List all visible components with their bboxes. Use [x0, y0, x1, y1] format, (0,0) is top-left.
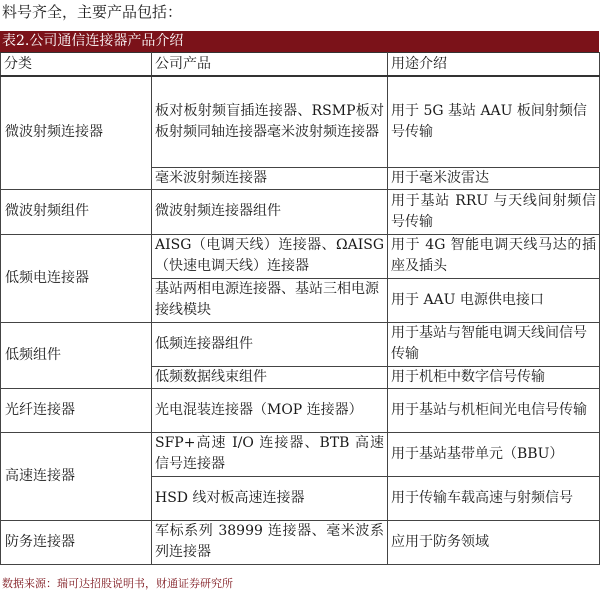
source-note: 数据来源：瑞可达招股说明书，财通证券研究所: [2, 577, 233, 590]
usage-cell: 用于基站与机柜间光电信号传输: [388, 388, 600, 432]
usage-cell: 用于机柜中数字信号传输: [388, 366, 600, 388]
product-cell: 低频数据线束组件: [152, 366, 388, 388]
usage-cell: 用于传输车载高速与射频信号: [388, 476, 600, 520]
category-cell: 低频组件: [1, 322, 152, 388]
category-cell: 光纤连接器: [1, 388, 152, 432]
table-title: 表2.公司通信连接器产品介绍: [0, 31, 599, 52]
usage-cell: 用于基站与智能电调天线间信号传输: [388, 322, 600, 366]
header-category: 分类: [1, 53, 152, 77]
product-cell: 毫米波射频连接器: [152, 167, 388, 189]
table-row: [1, 388, 600, 432]
usage-cell: 用于 4G 智能电调天线马达的插座及插头: [388, 234, 600, 278]
usage-cell: 用于基站基带单元（BBU）: [388, 432, 600, 476]
product-cell: SFP+高速 I/O 连接器、BTB 高速信号连接器: [152, 432, 388, 476]
product-cell: 光电混装连接器（MOP 连接器）: [152, 388, 388, 432]
header-usage: 用途介绍: [388, 53, 600, 77]
product-cell: HSD 线对板高速连接器: [152, 476, 388, 520]
category-cell: 微波射频连接器: [1, 76, 152, 189]
usage-cell: 用于 AAU 电源供电接口: [388, 278, 600, 322]
table-header-row: [1, 53, 600, 77]
product-cell: 低频连接器组件: [152, 322, 388, 366]
usage-cell: 用于基站 RRU 与天线间射频信号传输: [388, 189, 600, 234]
header-product: 公司产品: [152, 53, 388, 77]
product-cell: 板对板射频盲插连接器、RSMP板对板射频同轴连接器毫米波射频连接器: [152, 76, 388, 167]
usage-cell: 用于毫米波雷达: [388, 167, 600, 189]
category-cell: 低频电连接器: [1, 234, 152, 322]
table-row: [1, 322, 600, 366]
table-row: [1, 76, 600, 167]
table-row: [1, 520, 600, 564]
category-cell: 高速连接器: [1, 432, 152, 520]
product-cell: AISG（电调天线）连接器、ΩAISG（快速电调天线）连接器: [152, 234, 388, 278]
product-cell: 军标系列 38999 连接器、毫米波系列连接器: [152, 520, 388, 564]
table-row: [1, 234, 600, 278]
product-table: [0, 52, 600, 565]
category-cell: 防务连接器: [1, 520, 152, 564]
product-cell: 基站两相电源连接器、基站三相电源接线模块: [152, 278, 388, 322]
table-row: [1, 432, 600, 476]
table-row: [1, 189, 600, 234]
category-cell: 微波射频组件: [1, 189, 152, 234]
product-cell: 微波射频连接器组件: [152, 189, 388, 234]
usage-cell: 用于 5G 基站 AAU 板间射频信号传输: [388, 76, 600, 167]
intro-text: 料号齐全，主要产品包括：: [2, 3, 183, 21]
usage-cell: 应用于防务领域: [388, 520, 600, 564]
